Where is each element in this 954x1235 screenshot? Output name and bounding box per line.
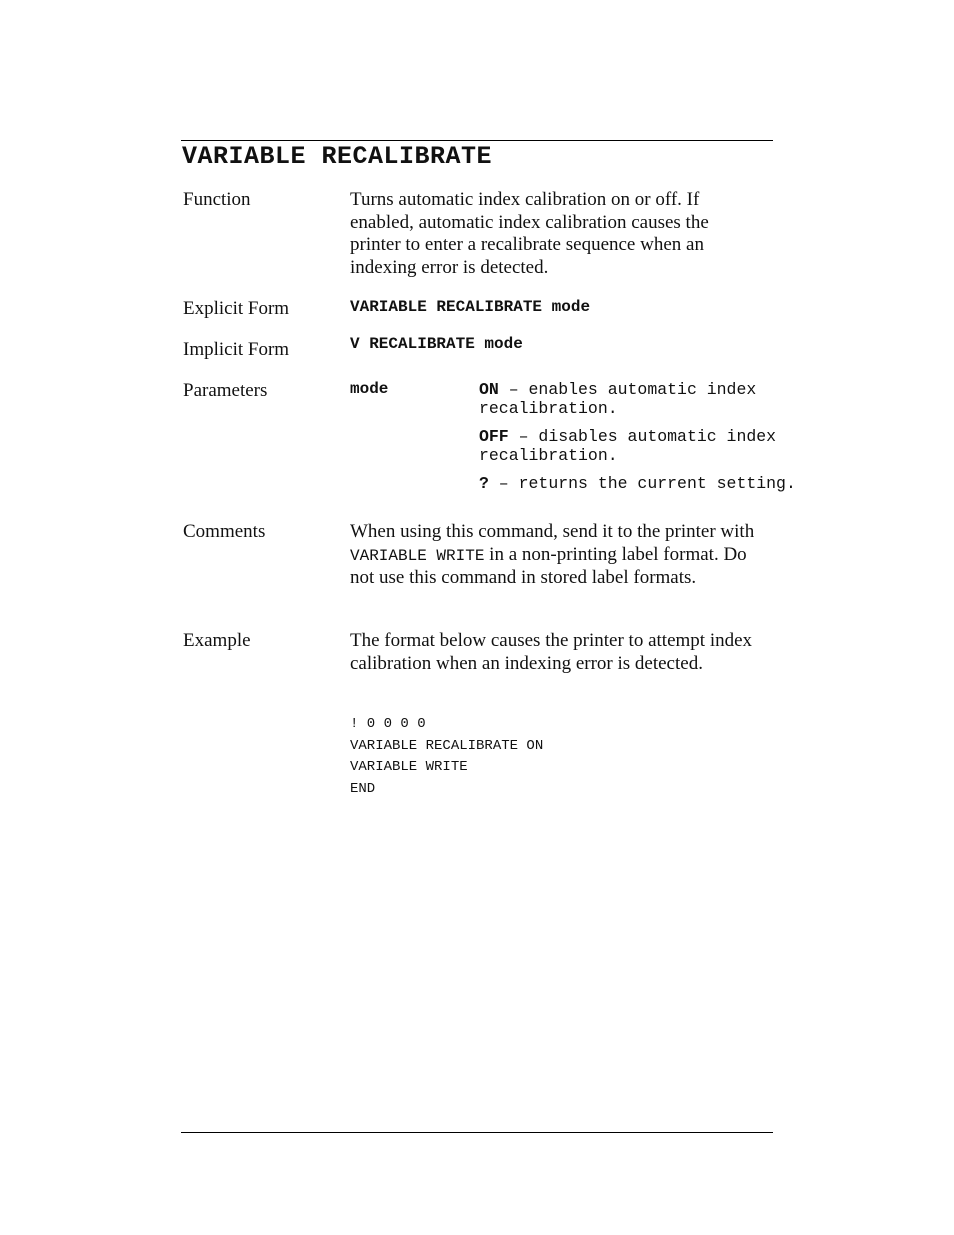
comments-inline-code: VARIABLE WRITE [350,546,485,565]
option-desc: – returns the current setting. [488,474,796,493]
page-title: VARIABLE RECALIBRATE [182,142,493,171]
comments-text-before: When using this command, send it to the printer with [350,521,755,542]
explicit-form-code: VARIABLE RECALIBRATE mode [350,298,591,316]
comments-text [350,521,760,590]
option-key: ON [479,380,499,399]
example-label: Example [183,630,251,651]
option-key: OFF [479,427,509,446]
parameters-label: Parameters [183,380,268,401]
function-text: Turns automatic index calibration on or off. If enabled, automatic index calibration causes the printer to enter a recalibrate sequence when an indexing error is detected. [350,189,709,278]
option-desc: – disables automatic index recalibration. [479,427,777,465]
example-text: The format below causes the printer to attempt index calibration when an indexing error is detected. [350,630,753,674]
implicit-form-code: V RECALIBRATE mode [350,335,523,353]
top-rule [181,140,773,141]
implicit-form-label: Implicit Form [183,339,290,360]
comments-label: Comments [183,521,266,542]
function-label: Function [183,189,251,210]
parameter-option-query [479,474,799,493]
code-line: VARIABLE RECALIBRATE ON [350,737,544,754]
parameter-name: mode [350,380,389,398]
option-key: ? [479,474,489,493]
code-line: VARIABLE WRITE [350,759,468,776]
code-line: ! 0 0 0 0 [350,716,426,732]
comments-text-after: in a non-printing label format. Do not use this command in stored label formats. [350,543,747,588]
parameter-option-off [479,427,799,465]
example-code-block [350,714,543,801]
explicit-form-label: Explicit Form [183,298,290,319]
parameter-option-on [479,380,799,418]
code-line: END [350,781,376,798]
bottom-rule [181,1132,773,1133]
option-desc: – enables automatic index recalibration. [479,380,757,418]
